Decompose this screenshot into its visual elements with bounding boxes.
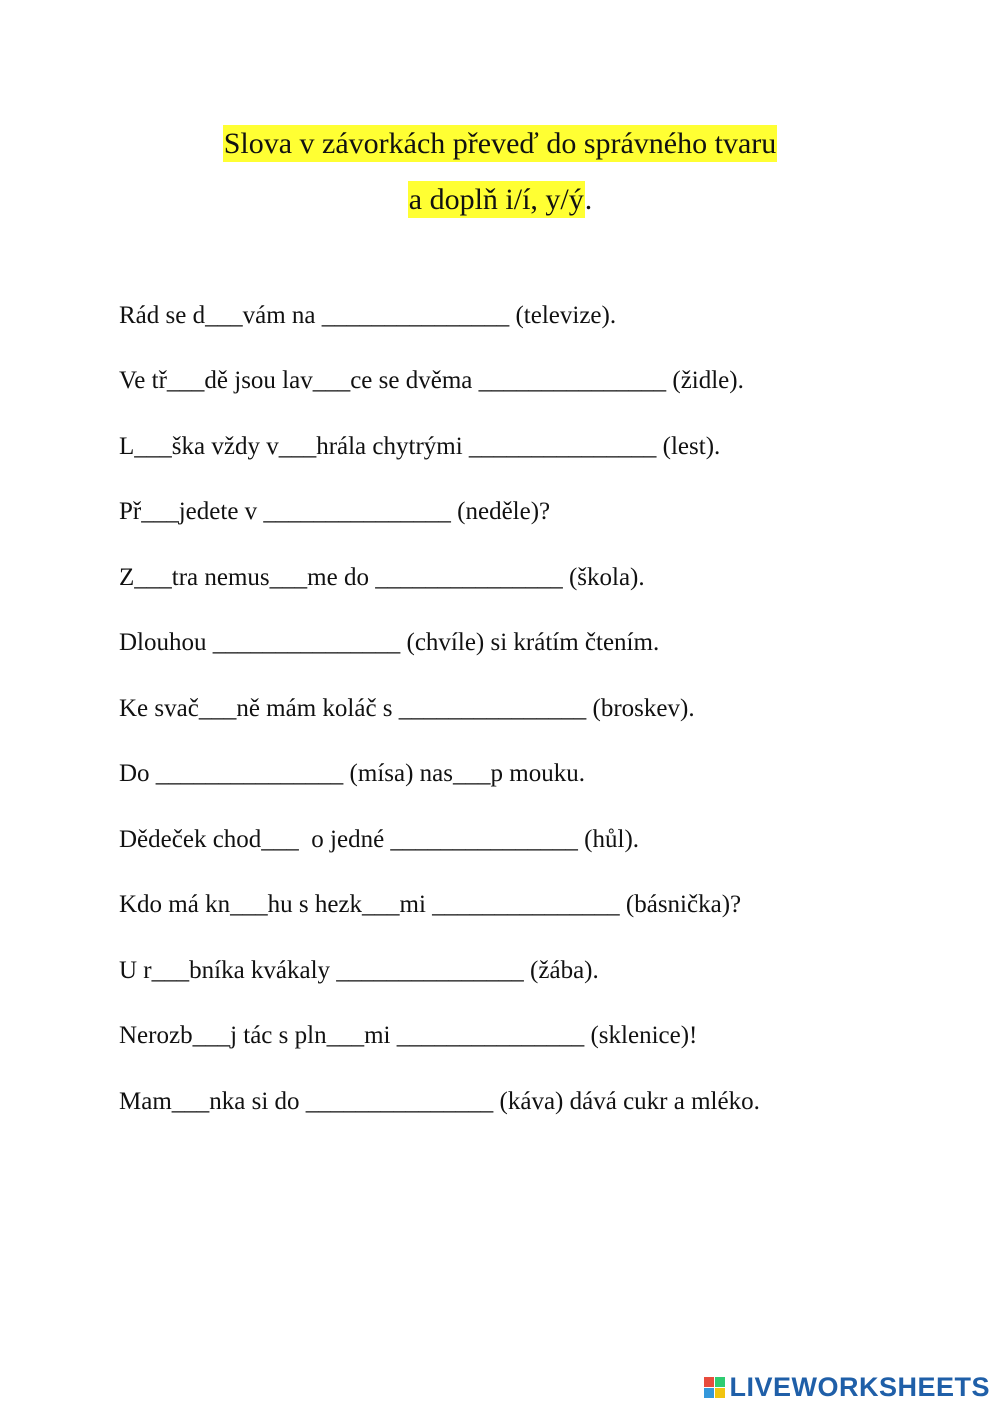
exercise-sentence-3: L___ška vždy v___hrála chytrými _______________ (lest). bbox=[119, 433, 721, 460]
title-line-2: a doplň i/í, y/ý bbox=[408, 183, 584, 216]
exercise-sentence-1: Rád se d___vám na _______________ (televize). bbox=[119, 302, 617, 329]
exercise-sentence-8: Do _______________ (mísa) nas___p mouku. bbox=[119, 760, 585, 787]
title-line-1: Slova v závorkách převeď do správného tvaru bbox=[223, 127, 777, 160]
liveworksheets-mark-icon bbox=[704, 1377, 725, 1398]
exercise-sentence-9: Dědeček chod___ o jedné _______________ (hůl). bbox=[119, 826, 640, 853]
exercise-sentence-5: Z___tra nemus___me do _______________ (škola). bbox=[119, 564, 645, 591]
exercise-sentence-12: Nerozb___j tác s pln___mi _______________ (sklenice)! bbox=[119, 1022, 698, 1049]
title-line-2-period: . bbox=[584, 183, 593, 216]
exercise-sentence-10: Kdo má kn___hu s hezk___mi _______________ (básnička)? bbox=[119, 891, 742, 918]
exercise-sentence-2: Ve tř___dě jsou lav___ce se dvěma _______________ (židle). bbox=[119, 367, 744, 394]
exercise-sentence-4: Př___jedete v _______________ (neděle)? bbox=[119, 498, 551, 525]
exercise-sentence-7: Ke svač___ně mám koláč s _______________ (broskev). bbox=[119, 695, 695, 722]
liveworksheets-logo bbox=[704, 1372, 990, 1403]
logo-text: LIVEWORKSHEETS bbox=[729, 1372, 990, 1402]
exercise-sentence-6: Dlouhou _______________ (chvíle) si krátím čtením. bbox=[119, 629, 660, 656]
exercise-sentence-13: Mam___nka si do _______________ (káva) dává cukr a mléko. bbox=[119, 1088, 760, 1115]
worksheet-title bbox=[0, 116, 1000, 228]
exercise-sentence-11: U r___bníka kvákaly _______________ (žába). bbox=[119, 957, 599, 984]
